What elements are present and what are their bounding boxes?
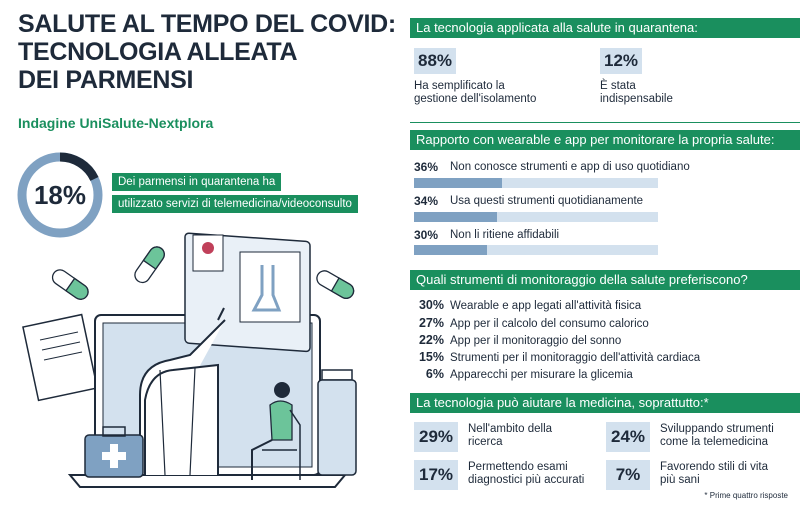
quarantine-stat-1-text [414,80,536,106]
monitoring-item-5-value: 6% [425,367,444,381]
monitoring-item [410,333,621,349]
monitoring-item-1-value: 30% [418,298,444,312]
quarantine-stat-2-line-1: È stata [600,80,636,92]
xray-screen-icon [185,233,310,352]
monitoring-item-3-value: 22% [418,333,444,347]
quarantine-stat-1-value: 88% [414,48,456,74]
monitoring-item-2-label: App per il calcolo del consumo calorico [450,318,649,330]
wearables-heading: Rapporto con wearable e app per monitorare la propria salute: [410,130,800,150]
medicine-item-1-line-1: Nell'ambito della [468,423,553,435]
wearable-item-2-bar-fill [414,212,497,222]
wearable-item-3-value: 30% [414,228,439,242]
quarantine-stat-1-line-1: Ha semplificato la [414,80,505,92]
monitoring-item-3-label: App per il monitoraggio del sonno [450,335,622,347]
donut-caption-line-1: Dei parmensi in quarantena ha [112,173,281,191]
medicine-item-4-text [660,461,768,487]
medicine-item-1-value: 29% [414,422,458,452]
medicine-item-3-line-2: diagnostici più accurati [468,474,585,486]
medicine-item-4-line-1: Favorendo stili di vita [660,461,769,473]
subtitle: Indagine UniSalute-Nextplora [18,115,214,131]
monitoring-item [410,316,649,332]
monitoring-item-5-label: Apparecchi per misurare la glicemia [450,369,633,381]
medicine-heading: La tecnologia può aiutare la medicina, soprattutto:* [410,393,800,413]
quarantine-stat-2-value: 12% [600,48,642,74]
wearable-item-2-value: 34% [414,194,439,208]
document-icon [23,315,97,401]
medicine-item-2-value: 24% [606,422,650,452]
monitoring-item [410,367,633,383]
page-title [18,10,398,94]
medicine-item-1-line-2: ricerca [468,436,503,448]
doctor-telemedicine-illustration [0,210,395,507]
monitoring-item-2-value: 27% [418,316,444,330]
wearable-item-1-label: Non conosce strumenti e app di uso quotidiano [450,161,690,173]
quarantine-heading: La tecnologia applicata alla salute in quarantena: [410,18,800,38]
donut-value: 18% [33,179,87,210]
wearable-item-2-bar-track [414,212,658,222]
donut-caption-line-2: utilizzato servizi di telemedicina/videoconsulto [112,195,358,213]
title-line-1: SALUTE AL TEMPO DEL COVID: [18,10,396,38]
medicine-item-2-line-1: Sviluppando strumenti [660,423,774,435]
monitoring-item-1-label: Wearable e app legati all'attività fisica [450,300,642,312]
quarantine-stat-2-text [600,80,673,106]
wearable-item-1-value: 36% [414,160,439,174]
monitoring-heading: Quali strumenti di monitoraggio della salute preferiscono? [410,270,800,290]
wearable-item-1-bar-track [414,178,658,188]
monitoring-item [410,350,700,366]
monitoring-item-4-label: Strumenti per il monitoraggio dell'attività cardiaca [450,352,701,364]
wearable-item-2-label: Usa questi strumenti quotidianamente [450,195,644,207]
medicine-item-1-text [468,423,552,449]
monitoring-item [410,298,641,314]
wearable-item-3-bar-fill [414,245,487,255]
monitoring-item-4-value: 15% [418,350,444,364]
title-line-2: TECNOLOGIA ALLEATA [18,38,298,66]
quarantine-stat-1-line-2: gestione dell'isolamento [414,93,537,105]
medicine-item-3-value: 17% [414,460,458,490]
title-line-3: DEI PARMENSI [18,66,194,94]
wearable-item-3-label: Non li ritiene affidabili [450,229,560,241]
section-divider [410,122,800,123]
medicine-item-4-value: 7% [606,460,650,490]
medicine-bottle-icon [318,370,356,475]
first-aid-kit-icon [85,427,143,477]
medicine-item-2-text [660,423,774,449]
medicine-item-4-line-2: più sani [660,474,700,486]
quarantine-stat-2-line-2: indispensabile [600,93,673,105]
medicine-item-2-line-2: come la telemedicina [660,436,769,448]
wearable-item-3-bar-track [414,245,658,255]
medicine-item-3-line-1: Permettendo esami [468,461,568,473]
medicine-item-3-text [468,461,584,487]
wearable-item-1-bar-fill [414,178,502,188]
footnote: * Prime quattro risposte [704,491,788,500]
